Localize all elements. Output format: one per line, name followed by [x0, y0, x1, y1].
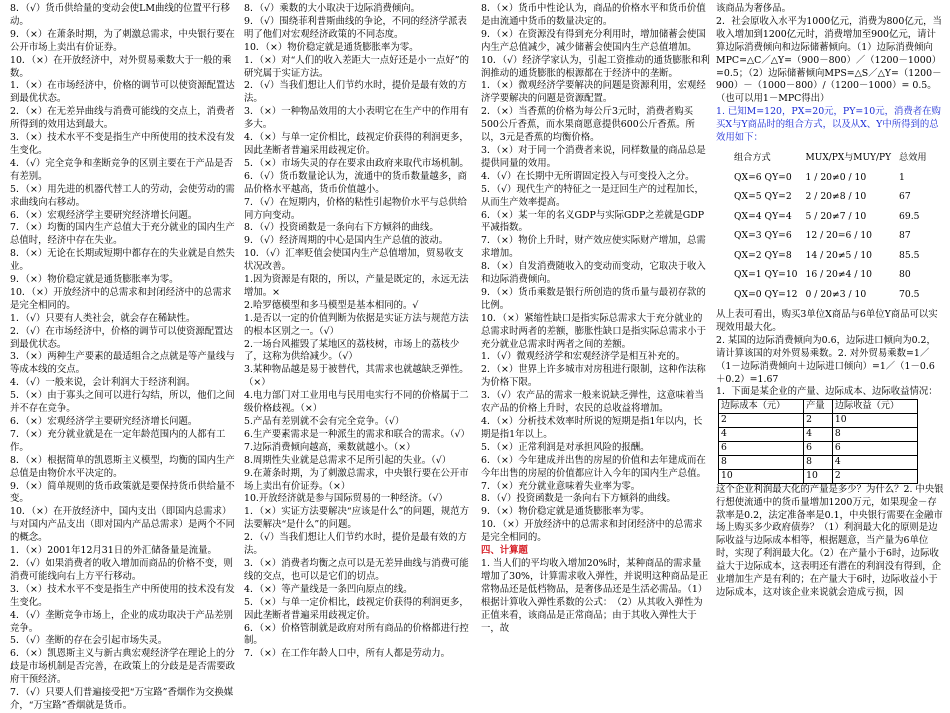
- table-row: [719, 469, 918, 483]
- item: 5．（×）用先进的机器代替工人的劳动，会使劳动的需求曲线向右移动。: [10, 183, 235, 208]
- item: 3．（×）技术水平不变是指生产中所使用的技术没有发生变化。: [10, 132, 235, 156]
- item: 1．（√）微观经济学和宏观经济学是相互补充的。: [481, 351, 686, 363]
- item: 10．（×）开放经济中的总需求和封闭经济中的总需求是完全相同的。: [10, 286, 232, 311]
- table-cell: 2: [804, 414, 833, 428]
- item: 10．（×）开放经济中的总需求和封闭经济中的总需求是完全相同的。: [481, 519, 703, 544]
- item: 9．（×）简单规则的货币政策就是要保持货币供给量不变。: [10, 480, 235, 505]
- table-cell: 0 / 20≠3 / 10: [805, 288, 867, 300]
- item: 9．（×）物价稳定就是通货膨胀率为零。: [10, 274, 179, 286]
- item: 这个企业利润最大化的产量是多少？为什么？2. 中央银行想使流通中的货币量增加1200万元，如果现金－存款率是0.2，法定准备率是0.1，中央银行需要在金融市场上购买多少政府债券？（1）利润最大化的原则是边际收益与边际成本相等，根据题意，当产量为6单位时，实现了利润最大化。（2）在产量小于6时，边际收益大于边际成本，这表明还有潜在的利润没有得到，企业增加生产是有利的；在产量大于6时，边际收益小于边际成本，这对该企业来说就会造成亏损，因: [716, 483, 944, 598]
- item: 10.开放经济就是参与国际贸易的一种经济。（√）: [244, 493, 448, 505]
- table-header: 组合方式: [734, 152, 771, 164]
- table-row: [719, 442, 918, 456]
- section-heading: 四、计算题: [481, 545, 528, 557]
- item: 6．（√）货币数量论认为，流通中的货币数量越多，商品价格水平越高，货币价值越小。: [244, 170, 467, 195]
- item: 10．（√）汇率贬值会使国内生产总值增加，贸易收支状况改善。: [244, 248, 464, 273]
- table-cell: 12 / 20=6 / 10: [805, 230, 873, 242]
- item: 10．（√）经济学家认为，引起工资推动的通货膨胀和利润推动的通货膨胀的根源都在于经济中的垄断。: [481, 54, 710, 79]
- calc-problem: 1. 当人们的平均收入增加20%时，某种商品的需求量增加了30%，计算需求收入弹性，并说明这种商品是正常物品还是低档物品，是奢侈品还是生活必需品。（1）根据计算收入弹性系数的公式： （2）从其收入弹性为正值来看，该商品是正常商品；由于其收入弹性大于一，故: [481, 557, 709, 634]
- item: 2．（√）在市场经济中，价格的调节可以使资源配置达到最优状态。: [10, 325, 233, 350]
- table-header: 总效用: [899, 152, 927, 164]
- item: 7．（×）在工作年龄人口中，所有人都是劳动力。: [244, 648, 451, 660]
- table-cell: QX=5 QY=2: [734, 191, 792, 203]
- table-row: [730, 285, 931, 305]
- table-cell: 67: [899, 191, 911, 203]
- item: 4．（√）一般来说，会计利润大于经济利润。: [10, 377, 196, 389]
- item: 4．（√）完全竞争和垄断竞争的区别主要在于产品是否有差别。: [10, 157, 233, 182]
- item: 8．（√）乘数的大小取决于边际消费倾向。: [244, 3, 420, 14]
- item: 1．（√）只要有人类社会，就会存在稀缺性。: [10, 312, 196, 324]
- item: 6.生产要素需求是一种派生的需求和联合的需求。（√）: [244, 428, 470, 440]
- item: 7．（×）均衡的国内生产总值大于充分就业的国内生产总值时，经济中存在失业。: [10, 222, 235, 247]
- item: 3．（×）两种生产要素的最适组合之点就是等产量线与等成本线的交点。: [10, 351, 235, 376]
- item: 2.一场台风摧毁了某地区的荔枝树，市场上的荔枝少了，这称为供给减少。（√）: [244, 338, 460, 363]
- item: 1．（×）微观经济学要解决的问题是资源利用，宏观经济学要解决的问题是资源配置。: [481, 80, 706, 105]
- table-cell: 5 / 20≠7 / 10: [805, 210, 867, 222]
- item: 4.电力部门对工业用电与民用电实行不同的价格属于二级价格歧视。（×）: [244, 390, 469, 415]
- item: 3．（×）消费者均衡之点可以是无差异曲线与消费可能线的交点，也可以是它们的切点。: [244, 557, 469, 582]
- item: 10．（×）在开放经济中，对外贸易乘数大于一般的乘数。: [10, 54, 232, 79]
- table-row: [730, 168, 931, 188]
- item: 5．（×）市场失灵的存在要求由政府来取代市场机制。: [244, 157, 469, 169]
- table-cell: 2 / 20≠8 / 10: [805, 191, 867, 203]
- table-row: [730, 227, 931, 247]
- item: 1. 已知M=120，PX=20元，PY=10元，消费者在购买X与Y商品时的组合方式，以及从X、Y中所得到的总效用如下：: [716, 106, 941, 144]
- table-cell: 1 / 20≠0 / 10: [805, 171, 867, 183]
- item: 1．（×）2001年12月31日的外汇储备量是流量。: [10, 545, 217, 557]
- table-cell: QX=3 QY=6: [734, 230, 792, 242]
- item: 6．（×）某一年的名义GDP与实际GDP之差就是GDP平减指数。: [481, 209, 705, 234]
- item: 4．（×）与单一定价相比，歧视定价获得的利润更多，因此垄断者普遍采用歧视定价。: [244, 132, 469, 156]
- item: 2. 某国的边际消费倾向为0.6，边际进口倾向为0.2，请计算该国的对外贸易乘数。2. 对外贸易乘数=1／（1－边际消费倾向＋边际进口倾向）=1／（1－0.6＋0.2）=1.67: [716, 334, 936, 385]
- item: 8．（×）货币中性论认为，商品的价格水平和货币价值是由流通中货币的数量决定的。: [481, 3, 706, 27]
- table-header: MUX/PX与MUY/PY: [805, 153, 892, 164]
- item: 7．（×）充分就业就是在一定年龄范围内的人都有工作。: [10, 428, 226, 453]
- table-cell: 10: [832, 414, 917, 428]
- table-header: 产量: [804, 400, 833, 414]
- table-cell: 10: [804, 469, 833, 483]
- item: 7．（√）只要人们普遍接受把“万宝路”香烟作为交换媒介，“万宝路”香烟就是货币。: [10, 687, 234, 711]
- item: 9．（×）在资源没有得到充分利用时，增加储蓄会使国内生产总值减少，减少储蓄会使国内生产总值增加。: [481, 28, 706, 53]
- item: 8．（×）根据简单的凯恩斯主义模型，均衡的国内生产总值是由物价水平决定的。: [10, 454, 235, 479]
- item: 9．（×）货币乘数是银行所创造的货币量与最初存款的比例。: [481, 286, 706, 311]
- table-cell: 6: [832, 442, 917, 456]
- item: 9.在萧条时期，为了刺激总需求，中央银行要在公开市场上卖出有价证券。（×）: [244, 467, 469, 492]
- item: 8．（×）自发消费随收入的变动而变动，它取决于收入和边际消费倾向。: [481, 261, 706, 286]
- item: 10．（×）在开放经济中，国内支出（即国内总需求）与对国内产品支出（即对国内产品总需求）是两个不同的概念。: [10, 506, 236, 544]
- item: 4．（×）分析技术效率时所说的短期是指1年以内，长期是指1年以上。: [481, 416, 703, 440]
- item: 6．（×）凯恩斯主义与新古典宏观经济学在理论上的分歧是市场机制是否完善，在政策上的分歧是是否需要政府干预经济。: [10, 648, 236, 686]
- column-2: [244, 3, 472, 661]
- table-row: [719, 455, 918, 469]
- item: 2．（×）世界上许多城市对房租进行限制，这种作法称为价格下限。: [481, 364, 706, 389]
- table-cell: 14 / 20≠5 / 10: [805, 249, 873, 261]
- table-row: [730, 207, 931, 227]
- table-cell: 6: [804, 442, 833, 456]
- item: 该商品为奢侈品。: [716, 3, 792, 14]
- item: 3．（√）农产品的需求一般来说缺乏弹性，这意味着当农产品的价格上升时，农民的总收益将增加。: [481, 390, 704, 415]
- table-cell: 4: [719, 428, 804, 442]
- item: 7．（×）充分就业意味着失业率为零。: [481, 480, 641, 492]
- item: 5．（√）现代生产的特征之一是迂回生产的过程加长，从而生产效率提高。: [481, 183, 704, 208]
- item: 3.某种物品越是易于被替代，其需求也就越缺乏弹性。（×）: [244, 364, 469, 389]
- table-cell: 2: [719, 414, 804, 428]
- item: 5．（×）正常利润是对承担风险的报酬。: [481, 441, 650, 453]
- item: 7.边际消费倾向越高，乘数就越小。（×）: [244, 441, 416, 453]
- item: 5．（×）由于寡头之间可以进行勾结，所以，他们之间并不存在竞争。: [10, 390, 235, 415]
- table-cell: 8: [719, 455, 804, 469]
- item: 2．（√）当我们想让人们节约水时，提价是最有效的方法。: [244, 80, 467, 105]
- item: 1．（×）在市场经济中，价格的调节可以使资源配置达到最优状态。: [10, 80, 235, 105]
- item: 1.因为资源是有限的，所以，产量是既定的，永远无法增加。×: [244, 274, 469, 298]
- table-row: [730, 266, 931, 286]
- item: 1．（×）实证方法要解决“应该是什么”的问题，规范方法要解决“是什么”的问题。: [244, 506, 469, 531]
- item: 4．（√）在长期中无所谓固定投入与可变投入之分。: [481, 170, 695, 182]
- item: 6．（×）宏观经济学主要研究经济增长问题。: [10, 416, 198, 427]
- column-1: [10, 3, 236, 713]
- item: 3．（×）一种物品效用的大小表明它在生产中的作用有多大。: [244, 106, 469, 131]
- item: 6．（×）价格管制就是政府对所有商品的价格都进行控制。: [244, 622, 469, 647]
- table-cell: 4: [832, 455, 917, 469]
- item: 3．（×）对于同一个消费者来说，同样数量的商品总是提供同量的效用。: [481, 144, 706, 169]
- utility-table: [730, 149, 931, 305]
- table-row: [719, 414, 918, 428]
- cost-revenue-table: [718, 399, 918, 483]
- table-cell: 2: [832, 469, 917, 483]
- item: 10．（×）紧缩性缺口是指实际总需求大于充分就业的总需求时两者的差额，膨胀性缺口是指实际总需求小于充分就业总需求时两者之间的差额。: [481, 312, 707, 350]
- item: 9．（√）经济周期的中心是国内生产总值的波动。: [244, 235, 449, 247]
- table-cell: 87: [899, 230, 911, 242]
- table-cell: 10: [719, 469, 804, 483]
- item: 2．（×）当香蕉的价格为每公斤3元时，消费者购买500公斤香蕉，而水果商愿意提供600公斤香蕉。所以，3元是香蕉的均衡价格。: [481, 106, 695, 144]
- table-cell: QX=2 QY=8: [734, 249, 792, 261]
- table-cell: 16 / 20≠4 / 10: [805, 269, 873, 281]
- item: 10．（×）物价稳定就是通货膨胀率为零。: [244, 41, 419, 53]
- item: 6．（×）今年建成并出售的房屋的价值和去年建成而在今年出售的房屋的价值都应计入今年的国内生产总值。: [481, 454, 707, 479]
- item: 2．（√）如果消费者的收入增加而商品的价格不变，则消费可能线向右上方平行移动。: [10, 557, 233, 582]
- item: 8．（×）无论在长期或短期中都存在的失业就是自然失业。: [10, 248, 235, 273]
- table-cell: QX=1 QY=10: [734, 269, 798, 281]
- item: 8．（√）货币供给量的变动会使LM曲线的位置平行移动。: [10, 3, 230, 27]
- table-row: [730, 188, 931, 208]
- table-cell: 4: [804, 428, 833, 442]
- item: 2．社会原收入水平为1000亿元，消费为800亿元，当收入增加到1200亿元时，消费增加至900亿元，请计算边际消费倾向和边际储蓄倾向。（1）边际消费倾向MPC=△C／△Y=（900－800）／（1200－1000）=0.5；（2）边际储蓄倾向MPS=△S／△Y=（1200－900）－（1000－800）/（1200－1000）= 0.5。（也可以用1－MPC得出）: [716, 15, 942, 105]
- item: 1．（×）对“人们的收入差距大一点好还是小一点好”的研究属于实证方法。: [244, 54, 469, 79]
- item: 8.周期性失业就是总需求不足所引起的失业。（√）: [244, 454, 452, 466]
- table-cell: 85.5: [899, 249, 920, 261]
- item: 从上表可看出，购买3单位X商品与6单位Y商品可以实现效用最大化。: [716, 308, 938, 333]
- table-header: 边际收益（元）: [832, 400, 917, 414]
- column-3: [481, 3, 710, 635]
- table-row: [719, 428, 918, 442]
- table-header: 边际成本（元）: [719, 400, 804, 414]
- table-cell: 80: [899, 269, 911, 281]
- item: 5．（√）垄断的存在会引起市场失灵。: [10, 635, 168, 647]
- table-cell: 70.5: [899, 288, 920, 300]
- table-row: [730, 246, 931, 266]
- column-4: [716, 3, 944, 600]
- table-header-row: [730, 149, 931, 169]
- item: 9．（√）围绕菲利普斯曲线的争论，不同的经济学派表明了他们对宏观经济政策的不同态度。: [244, 15, 467, 40]
- item: 1．下面是某企业的产量、边际成本、边际收益情况：: [716, 386, 938, 398]
- item: 5．（×）与单一定价相比，歧视定价获得的利润更多，因此垄断者普遍采用歧视定价。: [244, 596, 469, 621]
- table-cell: QX=4 QY=4: [734, 210, 792, 222]
- item: 4．（√）垄断竞争市场上，企业的成功取决于产品差别竞争。: [10, 609, 233, 634]
- item: 7．（×）物价上升时，财产效应使实际财产增加，总需求增加。: [481, 235, 706, 260]
- table-header-row: [719, 400, 918, 414]
- table-cell: 6: [719, 442, 804, 456]
- item: 1.是否以一定的价值判断为依据是实证方法与规范方法的根本区别之一。（√）: [244, 312, 469, 337]
- item: 5.产品有差别就不会有完全竞争。（√）: [244, 416, 405, 427]
- item: 8．（√）投资函数是一条向右下方倾斜的曲线。: [481, 493, 676, 505]
- table-cell: QX=6 QY=0: [734, 171, 792, 183]
- item: 2．（×）在无差异曲线与消费可能线的交点上，消费者所得到的效用达到最大。: [10, 106, 235, 131]
- table-cell: 8: [804, 455, 833, 469]
- item: 7．（√）在短期内，价格的粘性引起物价水平与总供给同方向变动。: [244, 196, 467, 221]
- item: 2.哈罗德模型和多马模型是基本相同的。√: [244, 299, 419, 311]
- table-cell: 1: [899, 171, 905, 183]
- table-cell: 8: [832, 428, 917, 442]
- item: 6．（×）宏观经济学主要研究经济增长问题。: [10, 209, 198, 221]
- item: 9．（×）在萧条时期，为了刺激总需求，中央银行要在公开市场上卖出有价证券。: [10, 28, 235, 53]
- item: 8．（√）投资函数是一条向右下方倾斜的曲线。: [244, 222, 439, 234]
- item: 3．（×）技术水平不变是指生产中所使用的技术没有发生变化。: [10, 583, 235, 608]
- table-cell: 69.5: [899, 210, 920, 222]
- item: 2．（√）当我们想让人们节约水时，提价是最有效的方法。: [244, 532, 467, 557]
- item: 9．（×）物价稳定就是通货膨胀率为零。: [481, 506, 650, 518]
- item: 4．（×）等产量线是一条凹向原点的线。: [244, 583, 413, 595]
- table-cell: QX=0 QY=12: [734, 288, 798, 300]
